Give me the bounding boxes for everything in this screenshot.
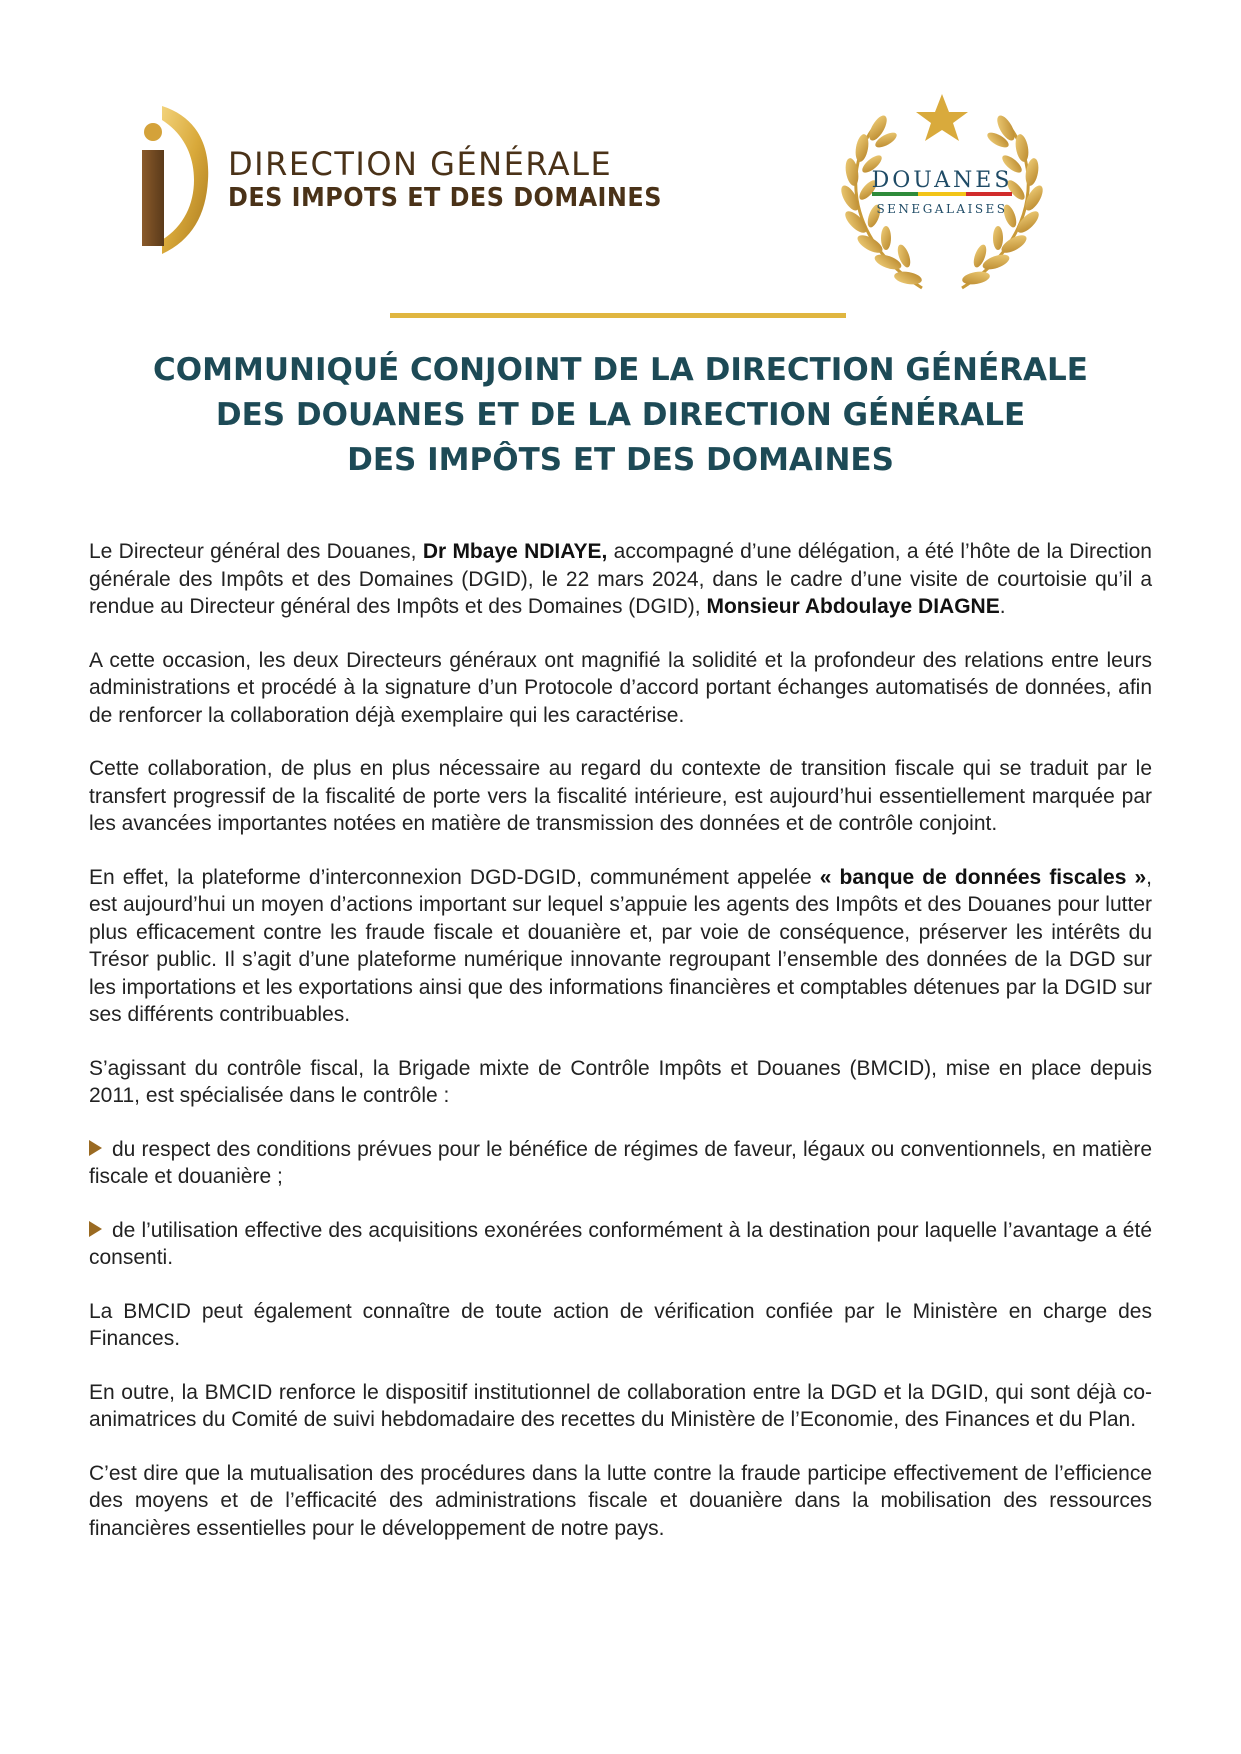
paragraph-6: La BMCID peut également connaître de toute action de vérification confiée par le Ministère en charge des Finances.: [89, 1299, 1152, 1350]
dgid-director-name: Monsieur Abdoulaye DIAGNE: [706, 595, 1000, 618]
title-line-2: DES DOUANES ET DE LA DIRECTION GÉNÉRALE: [215, 397, 1026, 433]
title-line-3: DES IMPÔTS ET DES DOMAINES: [347, 442, 894, 478]
paragraph-1: Le Directeur général des Douanes, Dr Mbaye NDIAYE, accompagné d’une délégation, a été l’hôte de la Direction générale des Impôts et des Domaines (DGID), le 22 mars 2024, dans le cadre d’une visite de courtoisie qu’il a rendue au Directeur général des Impôts et des Domaines (DGID), Monsieur Abdoulaye DIAGNE.: [89, 540, 1152, 618]
paragraph-8: C’est dire que la mutualisation des procédures dans la lutte contre la fraude participe effectivement de l’efficience des moyens et de l’efficacité des administrations fiscale et douanière dans la mobilisation des ressources financières essentielles pour le développement de notre pays.: [89, 1461, 1152, 1540]
communique-title: [60, 348, 1181, 483]
douanes-logo: [812, 88, 1072, 318]
platform-name: « banque de données fiscales »: [819, 865, 1147, 889]
title-line-1: COMMUNIQUÉ CONJOINT DE LA DIRECTION GÉNÉRALE: [153, 352, 1088, 388]
dgd-director-name: Dr Mbaye NDIAYE,: [422, 540, 608, 563]
triangle-bullet-icon: [89, 1221, 102, 1237]
dgid-logo-line2: DES IMPOTS ET DES DOMAINES: [228, 183, 662, 213]
dgid-logo-line1: DIRECTION GÉNÉRALE: [228, 145, 613, 183]
bullet-item: du respect des conditions prévues pour le bénéfice de régimes de faveur, légaux ou conventionnels, en matière fiscale et douanière ;: [89, 1137, 1152, 1188]
dgid-i-emblem-icon: [140, 100, 210, 260]
communique-body: [89, 538, 1152, 1568]
paragraph-5: S’agissant du contrôle fiscal, la Brigade mixte de Contrôle Impôts et Douanes (BMCID), mise en place depuis 2011, est spécialisée dans le contrôle :: [89, 1056, 1152, 1107]
gold-divider: [390, 313, 846, 318]
douanes-logo-name: DOUANES: [871, 168, 1013, 193]
bullet-item: de l’utilisation effective des acquisitions exonérées conformément à la destination pour laquelle l’avantage a été consenti.: [89, 1218, 1152, 1269]
dgid-logo: [140, 100, 662, 260]
douanes-logo-subtitle: SENEGALAISES: [876, 202, 1008, 216]
paragraph-3: Cette collaboration, de plus en plus nécessaire au regard du contexte de transition fiscale qui se traduit par le transfert progressif de la fiscalité de porte vers la fiscalité intérieure, est aujourd’hui essentiellement marquée par les avancées importantes notées en matière de transmission des données et de contrôle conjoint.: [89, 757, 1152, 835]
triangle-bullet-icon: [89, 1140, 102, 1156]
paragraph-4: En effet, la plateforme d’interconnexion DGD-DGID, communément appelée « banque de données fiscales », est aujourd’hui un moyen d’actions important sur lequel s’appuie les agents des Impôts et des Douanes pour lutter plus efficacement contre les fraude fiscale et douanière et, par voie de conséquence, préserver les intérêts du Trésor public. Il s’agit d’une plateforme numérique innovante regroupant l’ensemble des données de la DGD sur les importations et les exportations ainsi que des informations financières et comptables détenues par la DGID sur ses différents contribuables.: [89, 865, 1152, 1026]
paragraph-7: En outre, la BMCID renforce le dispositif institutionnel de collaboration entre la DGD et la DGID, qui sont déjà co-animatrices du Comité de suivi hebdomadaire des recettes du Ministère de l’Economie, des Finances et du Plan.: [89, 1380, 1152, 1431]
paragraph-2: A cette occasion, les deux Directeurs généraux ont magnifié la solidité et la profondeur des relations entre leurs administrations et procédé à la signature d’un Protocole d’accord portant échanges automatisés de données, afin de renforcer la collaboration déjà exemplaire qui les caractérise.: [89, 648, 1152, 727]
